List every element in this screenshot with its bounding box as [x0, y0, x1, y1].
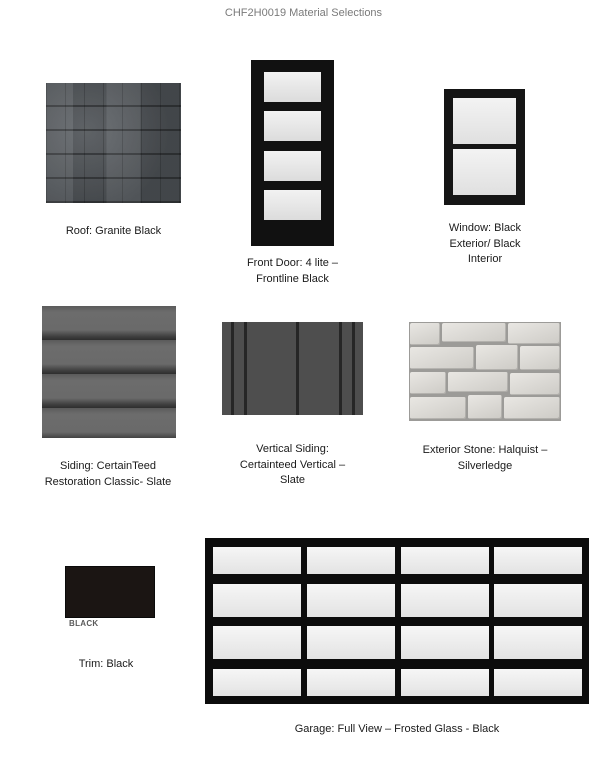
- stone-caption-line2: Silverledge: [457, 459, 513, 472]
- window-image: [444, 89, 525, 205]
- front-door-caption: [222, 256, 363, 287]
- garage-panel: [494, 547, 582, 574]
- door-lite-3: [264, 151, 321, 181]
- window-caption-line1: Window: Black: [448, 222, 522, 234]
- door-lite-4: [264, 190, 321, 220]
- stone-block: [410, 323, 440, 345]
- stone-block: [410, 347, 474, 369]
- garage-panel: [494, 626, 582, 659]
- stone-caption-line1: Exterior Stone: Halquist –: [422, 444, 548, 456]
- roof-swatch-image: [46, 83, 181, 203]
- siding-swatch-image: [42, 306, 176, 438]
- garage-panel: [401, 584, 489, 617]
- vsiding-groove: [231, 322, 234, 415]
- front-door-caption-line1: Front Door: 4 lite –: [246, 257, 339, 269]
- vsiding-groove: [244, 322, 247, 415]
- garage-panel: [213, 547, 301, 574]
- siding-caption: [20, 459, 196, 490]
- garage-panel: [401, 626, 489, 659]
- stone-block: [410, 372, 446, 394]
- door-lite-1: [264, 72, 321, 102]
- garage-panel: [213, 584, 301, 617]
- vertical-siding-swatch-image: [222, 322, 363, 415]
- garage-caption: Garage: Full View – Frosted Glass - Black: [294, 723, 500, 735]
- door-lite-2: [264, 111, 321, 141]
- vertical-siding-caption-line2: Certainteed Vertical –: [239, 458, 346, 471]
- stone-caption: [404, 443, 566, 474]
- garage-panel: [307, 584, 395, 617]
- stone-block: [442, 323, 506, 342]
- vertical-siding-caption-line1: Vertical Siding:: [256, 443, 329, 455]
- roof-caption: Roof: Granite Black: [65, 225, 162, 237]
- stone-block: [508, 323, 560, 344]
- stone-swatch-image: [409, 322, 561, 421]
- stone-block: [448, 372, 508, 392]
- garage-panel: [307, 547, 395, 574]
- window-caption-line3: Interior: [467, 253, 503, 265]
- garage-panel: [307, 626, 395, 659]
- garage-panel: [494, 669, 582, 696]
- stone-block: [510, 373, 560, 395]
- garage-panel: [213, 669, 301, 696]
- vsiding-groove: [352, 322, 355, 415]
- garage-panel: [307, 669, 395, 696]
- stone-block: [504, 397, 560, 419]
- page-title: CHF2H0019 Material Selections: [224, 7, 383, 19]
- siding-caption-line1: Siding: CertainTeed: [59, 460, 156, 472]
- front-door-caption-line2: Frontline Black: [256, 272, 329, 285]
- trim-swatch-label: BLACK: [69, 619, 99, 628]
- vsiding-groove: [296, 322, 299, 415]
- siding-caption-line2: Restoration Classic- Slate: [44, 475, 172, 488]
- trim-color-swatch: [65, 566, 155, 618]
- window-lower-pane: [453, 149, 516, 195]
- garage-panel: [213, 626, 301, 659]
- window-upper-pane: [453, 98, 516, 144]
- window-caption-line2: Exterior/ Black: [449, 237, 521, 250]
- trim-caption: Trim: Black: [78, 658, 134, 670]
- garage-panel: [494, 584, 582, 617]
- stone-block: [410, 397, 466, 419]
- garage-panel: [401, 547, 489, 574]
- garage-panel: [401, 669, 489, 696]
- front-door-image: [251, 60, 334, 246]
- stone-block: [476, 345, 518, 370]
- garage-door-image: [205, 538, 589, 704]
- vertical-siding-caption-line3: Slate: [279, 474, 306, 486]
- stone-block: [468, 395, 502, 419]
- vertical-siding-caption: [222, 442, 363, 489]
- vsiding-groove: [339, 322, 342, 415]
- stone-block: [520, 346, 560, 370]
- window-caption: [420, 221, 550, 268]
